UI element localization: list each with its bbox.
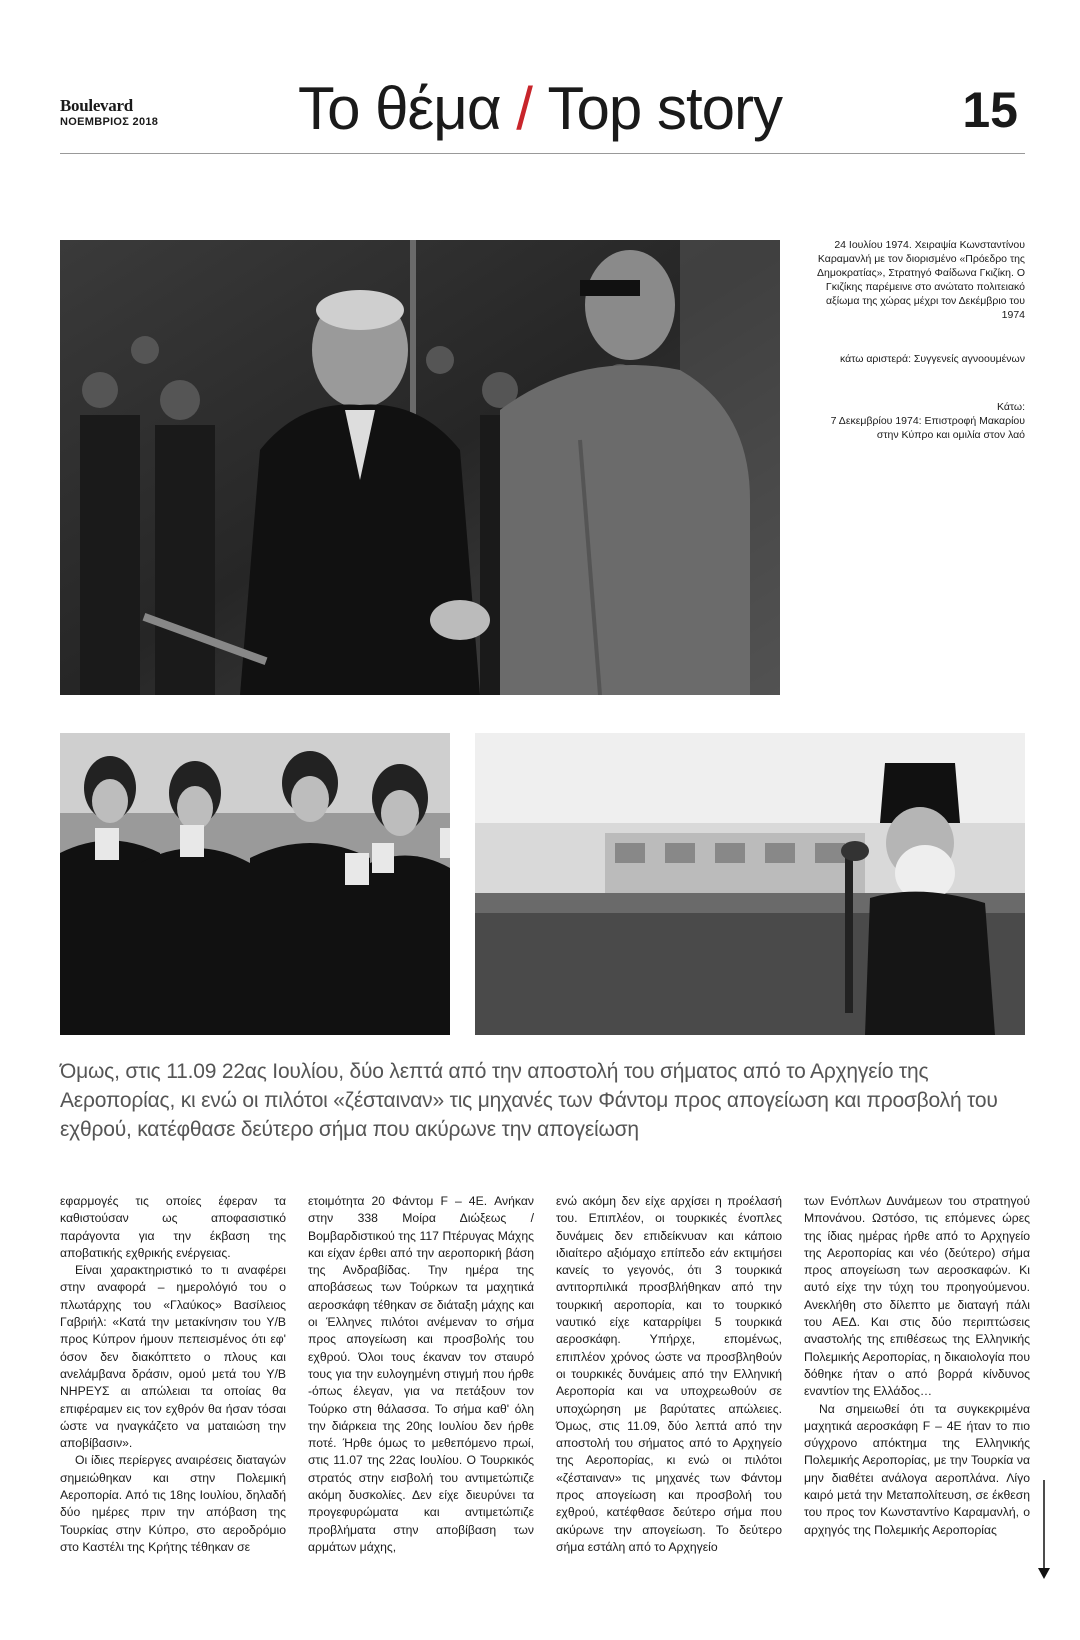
- article-column-3: [556, 1193, 782, 1556]
- left-photo-caption: κάτω αριστερά: Συγγενείς αγνοουμένων: [840, 353, 1025, 365]
- article-column-2: [308, 1193, 534, 1556]
- pull-quote: Όμως, στις 11.09 22ας Ιουλίου, δύο λεπτά από την αποστολή του σήματος από το Αρχηγείο της Αεροπορίας, κι ενώ οι πιλότοι «ζέσταιναν» τις μηχανές των Φάντομ προς απογείωση και προσβολή του εχθρού, κατέφθασε δεύτερο σήμα που ακύρωνε την απογείωση: [60, 1060, 998, 1141]
- right-photo-caption: 7 Δεκεμβρίου 1974: Επιστροφή Μακαρίου στην Κύπρο και ομιλία στον λαό: [830, 415, 1025, 441]
- right-photo-caption-label: Κάτω:: [996, 401, 1025, 413]
- paragraph: Να σημειωθεί ότι τα συγκεκριμένα μαχητικά αεροσκάφη F – 4E ήταν το πιο σύγχρονο απόκτημα της Ελληνικής Πολεμικής Αεροπορίας, με την Τουρκία να μην διαθέτει ανάλογα αεροπλάνα. Λίγο καιρό μετά την Μεταπολίτευση, σε έκθεση του προς τον Κωνσταντίνο Καραμανλή, ο αρχηγός της Πολεμικής Αεροπορίας: [804, 1401, 1030, 1537]
- page-number: 15: [962, 82, 1018, 138]
- main-photo-caption: 24 Ιουλίου 1974. Χειραψία Κωνσταντίνου Καραμανλή με τον διορισμένο «Πρόεδρο της Δημοκρατίας», Στρατηγό Φαίδωνα Γκιζίκη. Ο Γκιζίκης παρέμεινε στο ανώτατο πολιτειακό αξίωμα της χώρας μέχρι τον Δεκέμβριο του 1974: [817, 239, 1025, 321]
- main-photo: [60, 240, 780, 695]
- paragraph: εφαρμογές τις οποίες έφεραν τα καθιστούσαν ως αποφασιστικό παράγοντα για την έκβαση της αποβατικής εχθρικής ενέργειας.: [60, 1194, 286, 1260]
- header-divider: [60, 153, 1025, 154]
- article-column-1: [60, 1193, 286, 1556]
- brand-logo: Boulevard: [60, 96, 133, 115]
- section-title-greek: Το θέμα: [298, 75, 501, 142]
- paragraph: των Ενόπλων Δυνάμεων του στρατηγού Μπονάνου. Ωστόσο, τις επόμενες ώρες της ίδιας ημέρας ήρθε από το Αρχηγείο της Αεροπορίας και νέο (δεύτερο) σήμα προς απογείωση των αεροσκαφών. Κι αυτό είχε την τύχη του προηγούμενου. Ανεκλήθη στο δίλεπτο με διαταγή πάλι του ΑΕΔ. Και στις δύο περιπτώσεις αναστολής της επιθέσεως της Ελληνικής Πολεμικής Αεροπορίας, η δικαιολογία που δόθηκε ήταν ο από βορρά κίνδυνος εναντίον της Ελλάδος…: [804, 1194, 1030, 1399]
- continue-arrow-icon: [1038, 1480, 1050, 1580]
- section-title-english: Top story: [547, 75, 782, 142]
- paragraph: ετοιμότητα 20 Φάντομ F – 4E. Ανήκαν στην 338 Μοίρα Διώξεως / Βομβαρδιστικού της 117 Πτέρυγας Μάχης και είχαν έρθει από την αεροπορική βάση της Ανδραβίδας. Την ημέρα της αποβάσεως των Τούρκων τα μαχητικά αεροσκάφη τέθηκαν σε διάταξη μάχης και οι Έλληνες πιλότοι ανέμεναν το σήμα προς απογείωση και προσβολής του εχθρού. Όλοι τους έκαναν τον σταυρό τους για την ευλογημένη στιγμή που ήρθε -όπως έλεγαν, για να πετάξουν τον Τούρκο στη θάλασσα. Το σήμα καθ' όλη την διάρκεια της 20ης Ιουλίου δεν ήρθε ποτέ. Ήρθε όμως το μεθεπόμενο πρωί, στις 11.07 της 22ας Ιουλίου. Ο Τουρκικός στρατός στην εισβολή του αντιμετώπιζε ακόμη δυσκολίες. Δεν είχε διευρύνει τα προγεφυρώματα και αντιμετώπιζε προβλήματα στην αποβίβαση των αρμάτων μάχης,: [308, 1194, 534, 1554]
- section-title-separator: /: [516, 75, 532, 142]
- makarios-photo: [475, 733, 1025, 1035]
- paragraph: Είναι χαρακτηριστικό το τι αναφέρει στην αναφορά – ημερολόγιό του ο πλωτάρχης του «Γλαύκος» Βασίλειος Γαβριήλ: «Κατά την μετακίνησιν του Υ/Β προς Κύπρον ήμουν πεπεισμένος ότι εφ' όσον δεν διακόπτετο ο πλους και ανελάμβανα δράσιν, ομού μετά του Υ/Β ΝΗΡΕΥΣ αι απώλειαι τα οποίας θα επιφέραμεν εις τον εχθρόν θα ήσαν τόσαι ώστε να ηναγκάζετο να ματαιώση την αποβίβασιν».: [60, 1263, 286, 1451]
- relatives-photo: [60, 733, 450, 1035]
- section-title: [0, 74, 1080, 144]
- paragraph: Οι ίδιες περίεργες αναιρέσεις διαταγών σημειώθηκαν και στην Πολεμική Αεροπορία. Από τις 18ης Ιουλίου, δηλαδή δύο ημέρες πριν την απόβαση της Τουρκίας στην Κύπρο, στο αεροδρόμιο στο Καστέλι της Κρήτης τέθηκαν σε: [60, 1453, 286, 1554]
- article-column-4: [804, 1193, 1030, 1539]
- issue-date: ΝΟΕΜΒΡΙΟΣ 2018: [60, 116, 159, 128]
- paragraph: ενώ ακόμη δεν είχε αρχίσει η προέλασή του. Επιπλέον, οι τουρκικές ένοπλες δυνάμεις δεν επιδείκνυαν και κάποιο ιδιαίτερο αξιόμαχο επίπεδο εάν εκτιμήσει κανείς το γεγονός, ότι 3 τουρκικά αντιτορπιλικά προσβλήθηκαν από την τουρκική αεροπορία, και το τουρκικό ναυτικό είχε καταρρίψει 5 τουρκικά αεροσκάφη. Υπήρχε, επομένως, επιπλέον χρόνος ώστε να προσβληθούν οι τουρκικές δυνάμεις από την Ελληνική Αεροπορία και να υποχρεωθούν σε υποχώρηση με βαρύτατες απώλειες. Όμως, στις 11.09, δύο λεπτά από την αποστολή του σήματος από το Αρχηγείο της Αεροπορίας, κι ενώ οι πιλότοι «ζέσταιναν» τις μηχανές των Φάντομ προς απογείωση και προσβολή του εχθρού, κατέφθασε δεύτερο σήμα που ακύρωνε την απογείωση. Το δεύτερο σήμα εστάλη από το Αρχηγείο: [556, 1194, 782, 1554]
